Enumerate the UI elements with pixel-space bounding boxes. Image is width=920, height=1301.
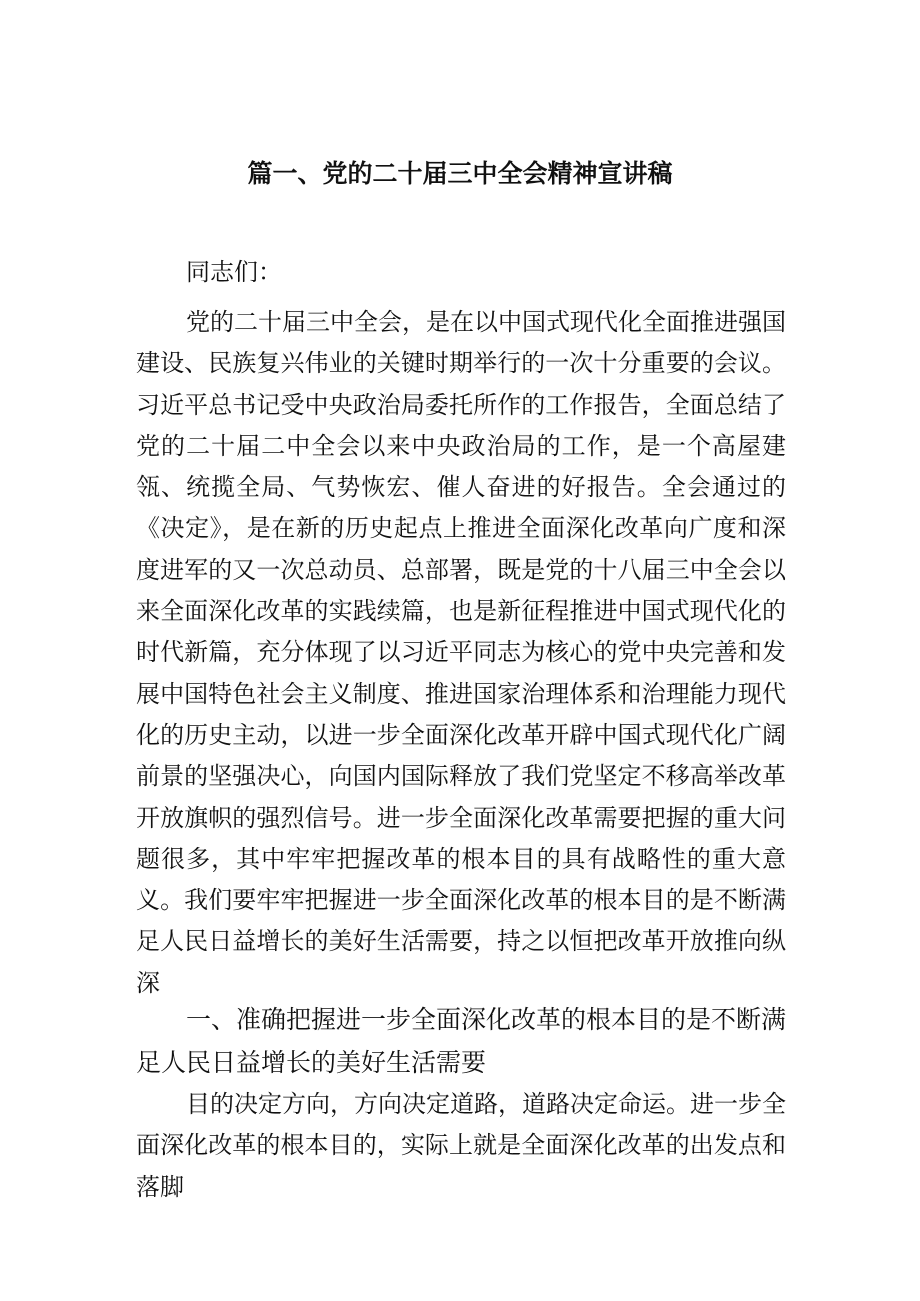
document-title: 篇一、党的二十届三中全会精神宣讲稿 bbox=[247, 159, 673, 188]
salutation: 同志们： bbox=[186, 258, 282, 286]
body-paragraph: 目的决定方向，方向决定道路，道路决定命运。进一步全面深化改革的根本目的，实际上就是全面深化改革的出发点和落脚 bbox=[136, 1090, 786, 1201]
body-paragraph: 党的二十届三中全会，是在以中国式现代化全面推进强国建设、民族复兴伟业的关键时期举行的一次十分重要的会议。习近平总书记受中央政治局委托所作的工作报告，全面总结了党的二十届二中全会以来中央政治局的工作，是一个高屋建瓴、统揽全局、气势恢宏、催人奋进的好报告。全会通过的《决定》，是在新的历史起点上推进全面深化改革向广度和深度进军的又一次总动员、总部署，既是党的十八届三中全会以来全面深化改革的实践续篇，也是新征程推进中国式现代化的时代新篇，充分体现了以习近平同志为核心的党中央完善和发展中国特色社会主义制度、推进国家治理体系和治理能力现代化的历史主动，以进一步全面深化改革开辟中国式现代化广阔前景的坚强决心，向国内国际释放了我们党坚定不移高举改革开放旗帜的强烈信号。进一步全面深化改革需要把握的重大问题很多，其中牢牢把握改革的根本目的具有战略性的重大意义。我们要牢牢把握进一步全面深化改革的根本目的是不断满足人民日益增长的美好生活需要，持之以恒把改革开放推向纵深 bbox=[136, 308, 786, 997]
section-heading: 一、准确把握进一步全面深化改革的根本目的是不断满足人民日益增长的美好生活需要 bbox=[136, 1005, 787, 1077]
